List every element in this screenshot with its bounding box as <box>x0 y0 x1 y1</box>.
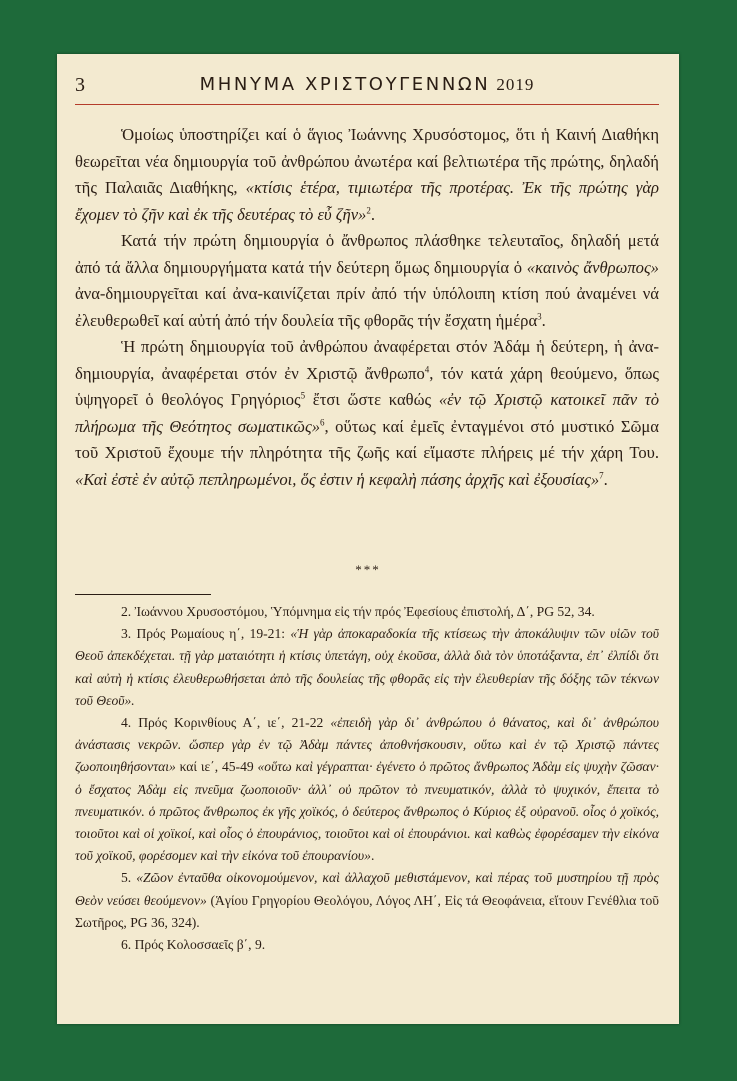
p2-text: Κατά τήν πρώτη δημιουργία ὁ ἄνθρωπος πλάσθηκε τελευταῖος, δηλαδή μετά ἀπό τά ἄλλα δημιουργήματα κατά τήν δεύτερη ὅμως δημιουργία ὁ <box>75 231 659 277</box>
page <box>57 54 679 1024</box>
p3-text-3: ἔτσι ὥστε καθώς <box>305 390 439 409</box>
p1-quote: «κτίσις ἑτέρα, τιμιωτέρα τῆς προτέρας. Ἐκ τῆς πρώτης γὰρ ἔχομεν τὸ ζῆν καὶ ἐκ τῆς δευτέρας τὸ εὖ ζῆν» <box>75 178 659 224</box>
paragraph-2 <box>75 228 659 334</box>
main-text <box>75 122 659 493</box>
p3-text: Ἡ πρώτη δημιουργία τοῦ ἀνθρώπου ἀναφέρεται στόν Ἀδάμ ἡ δεύτερη, ἡ ἀνα-δημιουργία, ἀναφέρεται στόν ἐν Χριστῷ ἄνθρωπο <box>75 337 659 383</box>
paragraph-3 <box>75 334 659 493</box>
footnote-3 <box>75 623 659 712</box>
p1-end: . <box>370 204 376 224</box>
p3-end: . <box>603 469 608 489</box>
footnote-ref-2: 2 <box>366 204 371 215</box>
footnote-ref-3: 3 <box>537 310 542 321</box>
page-number: 3 <box>75 74 85 96</box>
footnote-5 <box>75 867 659 934</box>
paragraph-1 <box>75 122 659 228</box>
footnote-2: 2. Ἰωάννου Χρυσοστόμου, Ὑπόμνημα εἰς τήν πρός Ἐφεσίους ἐπιστολή, Δ΄, PG 52, 34. <box>121 604 595 619</box>
fn4-ref: 4. Πρός Κορινθίους Α΄, ιε΄, 21-22 <box>121 715 331 731</box>
fn3-ref: 3. Πρός Ρωμαίους η΄, 19-21: <box>121 626 291 642</box>
p2-end: . <box>541 310 546 330</box>
fn4-ref-2: καί ιε΄, 45-49 <box>175 759 258 775</box>
section-separator: *** <box>355 562 381 577</box>
footnote-rule <box>75 594 211 595</box>
p3-quote-1: «ἐν τῷ Χριστῷ κατοικεῖ πᾶν τὸ πλήρωμα τῆς Θεότητος σωματικῶς» <box>75 390 659 436</box>
footnotes <box>75 601 659 956</box>
fn4-end: . <box>370 848 375 864</box>
footnote-6: 6. Πρός Κολοσσαεῖς β΄, 9. <box>121 937 266 953</box>
title-text: ΜΗΝΥΜΑ ΧΡΙΣΤΟΥΓΕΝΝΩΝ <box>199 74 491 95</box>
p2-quote: «καινὸς ἄνθρωπος» <box>526 257 659 277</box>
fn4-quote-1: «ἐπειδὴ γὰρ δι᾿ ἀνθρώπου ὁ θάνατος, καὶ δι᾿ ἀνθρώπου ἀνάστασις νεκρῶν. ὥσπερ γὰρ ἐν τῷ Ἀδὰμ πάντες ἀποθνήσκουσιν, οὕτω καὶ ἐν τῷ Χριστῷ πάντες ζωοποιηθήσονται» <box>75 715 659 775</box>
fn4-quote-2: «οὕτω καὶ γέγραπται· ἐγένετο ὁ πρῶτος ἄνθρωπος Ἀδὰμ εἰς ψυχὴν ζῶσαν· ὁ ἔσχατος Ἀδὰμ εἰς πνεῦμα ζωοποιοῦν· ἀλλ᾿ οὐ πρῶτον τὸ πνευματικόν, ἀλλὰ τὸ ψυχικόν, ἔπειτα τὸ πνευματικόν. ὁ πρῶτος ἄνθρωπος ἐκ γῆς χοϊκός, ὁ δεύτερος ἄνθρωπος ὁ Κύριος ἐξ οὐρανοῦ. οἷος ὁ χοϊκός, τοιοῦτοι καὶ οἱ χοϊκοί, καὶ οἷος ὁ ἐπουράνιος, τοιοῦτοι καὶ οἱ ἐπουράνιοι. καὶ καθὼς ἐφορέσαμεν τὴν εἰκόνα τοῦ χοϊκοῦ, φορέσομεν καὶ τὴν εἰκόνα τοῦ ἐπουρανίου» <box>75 759 659 864</box>
footnote-ref-5: 5 <box>300 390 306 401</box>
p1-text: Ὁμοίως ὑποστηρίζει καί ὁ ἅγιος Ἰωάννης Χρυσόστομος, ὅτι ἡ Καινή Διαθήκη θεωρεῖται νέα δημιουργία τοῦ ἀνθρώπου ἀνωτέρα καί βελτιωτέρα τῆς πρώτης, δηλαδή τῆς Παλαιᾶς Διαθήκης, <box>75 125 659 197</box>
p3-text-2: , τόν κατά χάρη θεούμενο, ὅπως ὑψηγορεῖ ὁ θεολόγος Γρηγόριος <box>75 363 659 409</box>
fn5-num: 5. <box>121 870 137 886</box>
footnote-ref-7: 7 <box>599 469 604 480</box>
title-year: 2019 <box>496 75 535 94</box>
p2-text-cont: ἀνα-δημιουργεῖται καί ἀνα-καινίζεται πρίν ἀπό τήν ὑπόλοιπη κτίση πού ἀναμένει νά ἐλευθερωθεῖ καί αὐτή ἀπό τήν δουλεία τῆς φθορᾶς τήν ἔσχατη ἡμέρα <box>75 284 659 330</box>
p3-text-4: , οὕτως καί ἐμεῖς ἐνταγμένοι στό μυστικό Σῶμα τοῦ Χριστοῦ ἔχουμε τήν πληρότητα τῆς ζωῆς καί εἴμαστε πλήρεις μέ τήν χάρη Του. <box>75 416 659 462</box>
footnote-ref-4: 4 <box>424 363 430 374</box>
fn5-quote: «Ζῶον ἐνταῦθα οἰκονομούμενον, καὶ ἀλλαχοῦ μεθιστάμενον, καὶ πέρας τοῦ μυστηρίου τῇ πρὸς Θεὸν νεύσει θεούμενον» <box>75 870 659 908</box>
running-header <box>75 74 659 105</box>
p3-quote-2: «Καὶ ἐστὲ ἐν αὐτῷ πεπληρωμένοι, ὅς ἐστιν ἡ κεφαλὴ πάσης ἀρχῆς καὶ ἐξουσίας» <box>75 469 600 489</box>
footnote-ref-6: 6 <box>320 416 325 427</box>
fn3-quote: «Ἡ γὰρ ἀποκαραδοκία τῆς κτίσεως τὴν ἀποκάλυψιν τῶν υἱῶν τοῦ Θεοῦ ἀπεκδέχεται. τῇ γὰρ ματαιότητι ἡ κτίσις ὑπετάγη, οὐχ ἑκοῦσα, ἀλλὰ διὰ τὸν ὑποτάξαντα, ἐπ᾿ ἐλπίδι ὅτι καὶ αὐτὴ ἡ κτίσις ἐλευθερωθήσεται ἀπὸ τῆς δουλείας τῆς φθορᾶς εἰς τὴν ἐλευθερίαν τῆς δόξης τῶν τέκνων τοῦ Θεοῦ». <box>75 626 659 708</box>
fn5-source: (Ἁγίου Γρηγορίου Θεολόγου, Λόγος ΛΗ΄, Εἰς τά Θεοφάνεια, εἴτουν Γενέθλια τοῦ Σωτῆρος, PG 36, 324). <box>75 892 659 930</box>
footnote-4 <box>75 712 659 867</box>
running-title <box>75 74 659 95</box>
